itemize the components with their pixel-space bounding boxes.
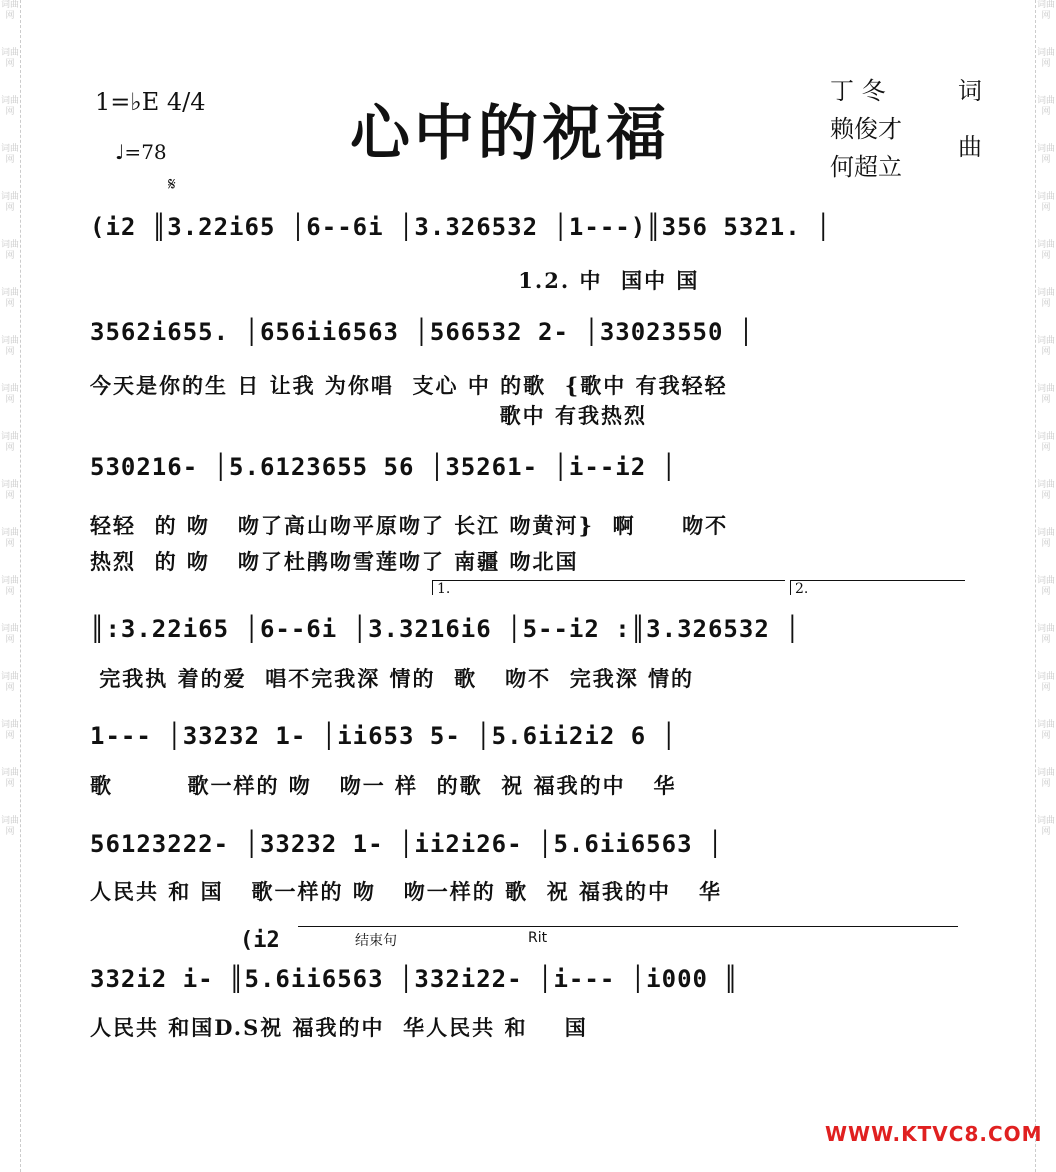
volta-label: 1. — [437, 581, 451, 597]
pickup-notes: (i2 — [240, 928, 280, 953]
lyricist-role: 词 — [958, 77, 982, 105]
score-sheet — [40, 0, 1020, 1172]
segno-icon: 𝄋 — [168, 174, 176, 195]
watermark-text: 词曲网 — [1036, 816, 1055, 837]
watermark-text: 词曲网 — [0, 240, 19, 261]
left-watermark-strip — [0, 0, 21, 1172]
watermark-text: 词曲网 — [1036, 336, 1055, 357]
lyric-line: 今天是你的生 日 让我 为你唱 支心 中 的歌 {歌中 有我轻轻 — [90, 373, 728, 398]
watermark-text: 词曲网 — [1036, 576, 1055, 597]
lyric-line: 轻轻 的 吻 吻了高山吻平原吻了 长江 吻黄河} 啊 吻不 — [90, 513, 729, 538]
watermark-text: 词曲网 — [0, 480, 19, 501]
watermark-text: 词曲网 — [0, 624, 19, 645]
watermark-text: 词曲网 — [0, 720, 19, 741]
lyric-line: 人民共 和 国 歌一样的 吻 吻一样的 歌 祝 福我的中 华 — [90, 879, 722, 904]
watermark-text: 词曲网 — [1036, 768, 1055, 789]
watermark-text: 词曲网 — [1036, 528, 1055, 549]
watermark-text: 词曲网 — [0, 576, 19, 597]
composer-name: 赖俊才 — [830, 115, 902, 143]
watermark-text: 词曲网 — [1036, 96, 1055, 117]
watermark-text: 词曲网 — [0, 288, 19, 309]
watermark-text: 词曲网 — [0, 432, 19, 453]
key-signature: 1=♭E 4/4 — [95, 88, 206, 116]
volta-bracket — [790, 580, 965, 595]
volta-bracket — [432, 580, 785, 595]
lyric-line: 歌中 有我热烈 — [90, 403, 647, 428]
coda-label: 结束句 — [355, 933, 397, 949]
watermark-text: 词曲网 — [0, 672, 19, 693]
volta-label: 2. — [795, 581, 809, 597]
watermark-text: 词曲网 — [1036, 240, 1055, 261]
watermark-text: 词曲网 — [0, 0, 19, 21]
watermark-text: 词曲网 — [0, 816, 19, 837]
watermark-text: 词曲网 — [0, 336, 19, 357]
lyric-line: 完我执 着的爱 唱不完我深 情的 歌 吻不 完我深 情的 — [90, 666, 695, 691]
lyric-line: 人民共 和国D.S祝 福我的中 华人民共 和 国 — [90, 1015, 588, 1040]
ritardando-mark: Rit — [528, 930, 548, 946]
composer-name: 何超立 — [830, 153, 902, 181]
notation-line: 1--- │33232 1- │ii653 5- │5.6ii2i2 6 │ — [90, 722, 678, 750]
watermark-text: 词曲网 — [0, 768, 19, 789]
lyric-line: 热烈 的 吻 吻了杜鹃吻雪莲吻了 南疆 吻北国 — [90, 549, 579, 574]
lyricist-name: 丁 冬 — [830, 77, 886, 105]
tempo-marking: ♩=78 — [115, 140, 167, 164]
watermark-text: 词曲网 — [1036, 288, 1055, 309]
watermark-text: 词曲网 — [1036, 48, 1055, 69]
watermark-text: 词曲网 — [1036, 720, 1055, 741]
watermark-text: 词曲网 — [1036, 480, 1055, 501]
watermark-text: 词曲网 — [1036, 624, 1055, 645]
watermark-text: 词曲网 — [0, 192, 19, 213]
watermark-text: 词曲网 — [0, 96, 19, 117]
coda-line — [298, 926, 958, 927]
watermark-text: 词曲网 — [1036, 0, 1055, 21]
credits — [830, 72, 1030, 186]
website-link[interactable]: WWW.KTVC8.COM — [825, 1122, 1043, 1146]
notation-line: 56123222- │33232 1- │ii2i26- │5.6ii6563 │ — [90, 830, 724, 858]
watermark-text: 词曲网 — [0, 528, 19, 549]
lyric-line: 歌 歌一样的 吻 吻一 样 的歌 祝 福我的中 华 — [90, 773, 677, 798]
lyric-line: 1.2. 中 国中 国 — [90, 268, 700, 293]
song-title: 心中的祝福 — [350, 99, 670, 169]
watermark-text: 词曲网 — [1036, 384, 1055, 405]
watermark-text: 词曲网 — [0, 384, 19, 405]
watermark-text: 词曲网 — [1036, 672, 1055, 693]
watermark-text: 词曲网 — [1036, 144, 1055, 165]
watermark-text: 词曲网 — [1036, 192, 1055, 213]
right-watermark-strip — [1035, 0, 1056, 1172]
notation-line: ║:3.22i65 │6--6i │3.3216i6 │5--i2 :║3.326532 │ — [90, 615, 801, 643]
notation-line: 3562i655. │656ii6563 │566532 2- │33023550 │ — [90, 318, 755, 346]
watermark-text: 词曲网 — [0, 144, 19, 165]
watermark-text: 词曲网 — [1036, 432, 1055, 453]
notation-line: (i2 ║3.22i65 │6--6i │3.326532 │1---)║356 5321. │ — [90, 213, 832, 241]
notation-line: 530216- │5.6123655 56 │35261- │i--i2 │ — [90, 453, 678, 481]
watermark-text: 词曲网 — [0, 48, 19, 69]
notation-line: 332i2 i- ║5.6ii6563 │332i22- │i--- │i000 ║ — [90, 965, 739, 993]
composer-role: 曲 — [958, 133, 982, 161]
